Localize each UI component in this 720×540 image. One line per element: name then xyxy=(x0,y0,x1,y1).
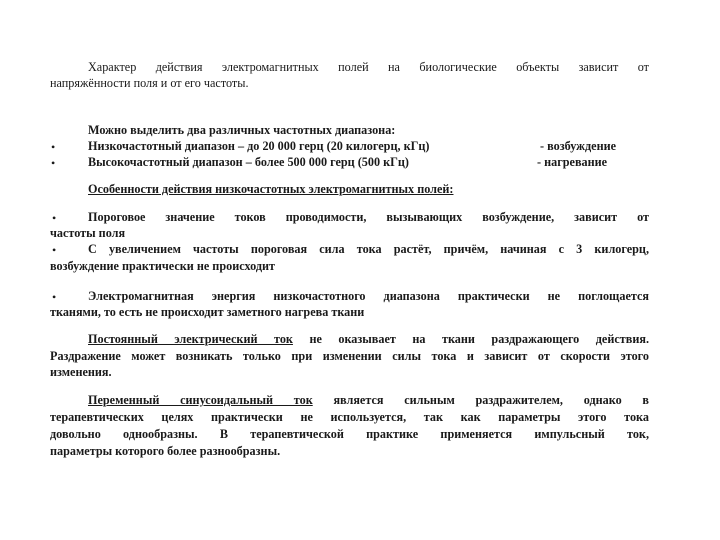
low-freq-heading: Особенности действия низкочастотных электромагнитных полей: xyxy=(88,182,454,196)
bullet-icon: • xyxy=(52,290,57,304)
ac-line-1 xyxy=(88,392,649,408)
low-range-effect: - возбуждение xyxy=(540,139,617,153)
ac-term: Переменный синусоидальный ток xyxy=(88,393,313,407)
low-freq-item-1-line-2: частоты поля xyxy=(50,226,126,240)
low-freq-item-3-line-2: тканями, то есть не происходит заметного нагрева ткани xyxy=(50,305,365,319)
low-freq-item-2-line-2: возбуждение практически не происходит xyxy=(50,259,276,273)
dc-line-1 xyxy=(88,331,649,347)
low-freq-item-1-line-1: Пороговое значение токов проводимости, вызывающих возбуждение, зависит от xyxy=(88,210,649,224)
ranges-heading: Можно выделить два различных частотных диапазона: xyxy=(88,123,396,137)
ac-line-2: терапевтических целях практически не используется, так как параметры этого тока xyxy=(50,410,649,424)
bullet-icon: • xyxy=(51,156,56,170)
bullet-icon: • xyxy=(52,211,57,225)
ac-line-3: довольно однообразны. В терапевтической практике применяется импульсный ток, xyxy=(50,427,649,441)
dc-line-1-rest: не оказывает на ткани раздражающего действия. xyxy=(309,332,650,346)
intro-line-1: Характер действия электромагнитных полей на биологические объекты зависит от xyxy=(88,60,649,74)
ac-line-1-rest: является сильным раздражителем, однако в xyxy=(333,393,650,407)
high-range-effect: - нагревание xyxy=(537,155,608,169)
low-freq-item-3-line-1: Электромагнитная энергия низкочастотного диапазона практически не поглощается xyxy=(88,289,649,303)
ac-line-4: параметры которого более разнообразны. xyxy=(50,444,281,458)
dc-line-2: Раздражение может возникать только при изменении силы тока и зависит от скорости этого xyxy=(50,349,649,363)
bullet-icon: • xyxy=(51,140,56,154)
low-range-text: Низкочастотный диапазон – до 20 000 герц (20 килогерц, кГц) xyxy=(88,139,430,153)
dc-term: Постоянный электрический ток xyxy=(88,332,293,346)
low-freq-item-2-line-1: С увеличением частоты пороговая сила тока растёт, причём, начиная с 3 килогерц, xyxy=(88,242,649,256)
bullet-icon: • xyxy=(52,243,57,257)
dc-line-3: изменения. xyxy=(50,365,112,379)
high-range-text: Высокочастотный диапазон – более 500 000 герц (500 кГц) xyxy=(88,155,409,169)
intro-line-2: напряжённости поля и от его частоты. xyxy=(50,76,249,90)
